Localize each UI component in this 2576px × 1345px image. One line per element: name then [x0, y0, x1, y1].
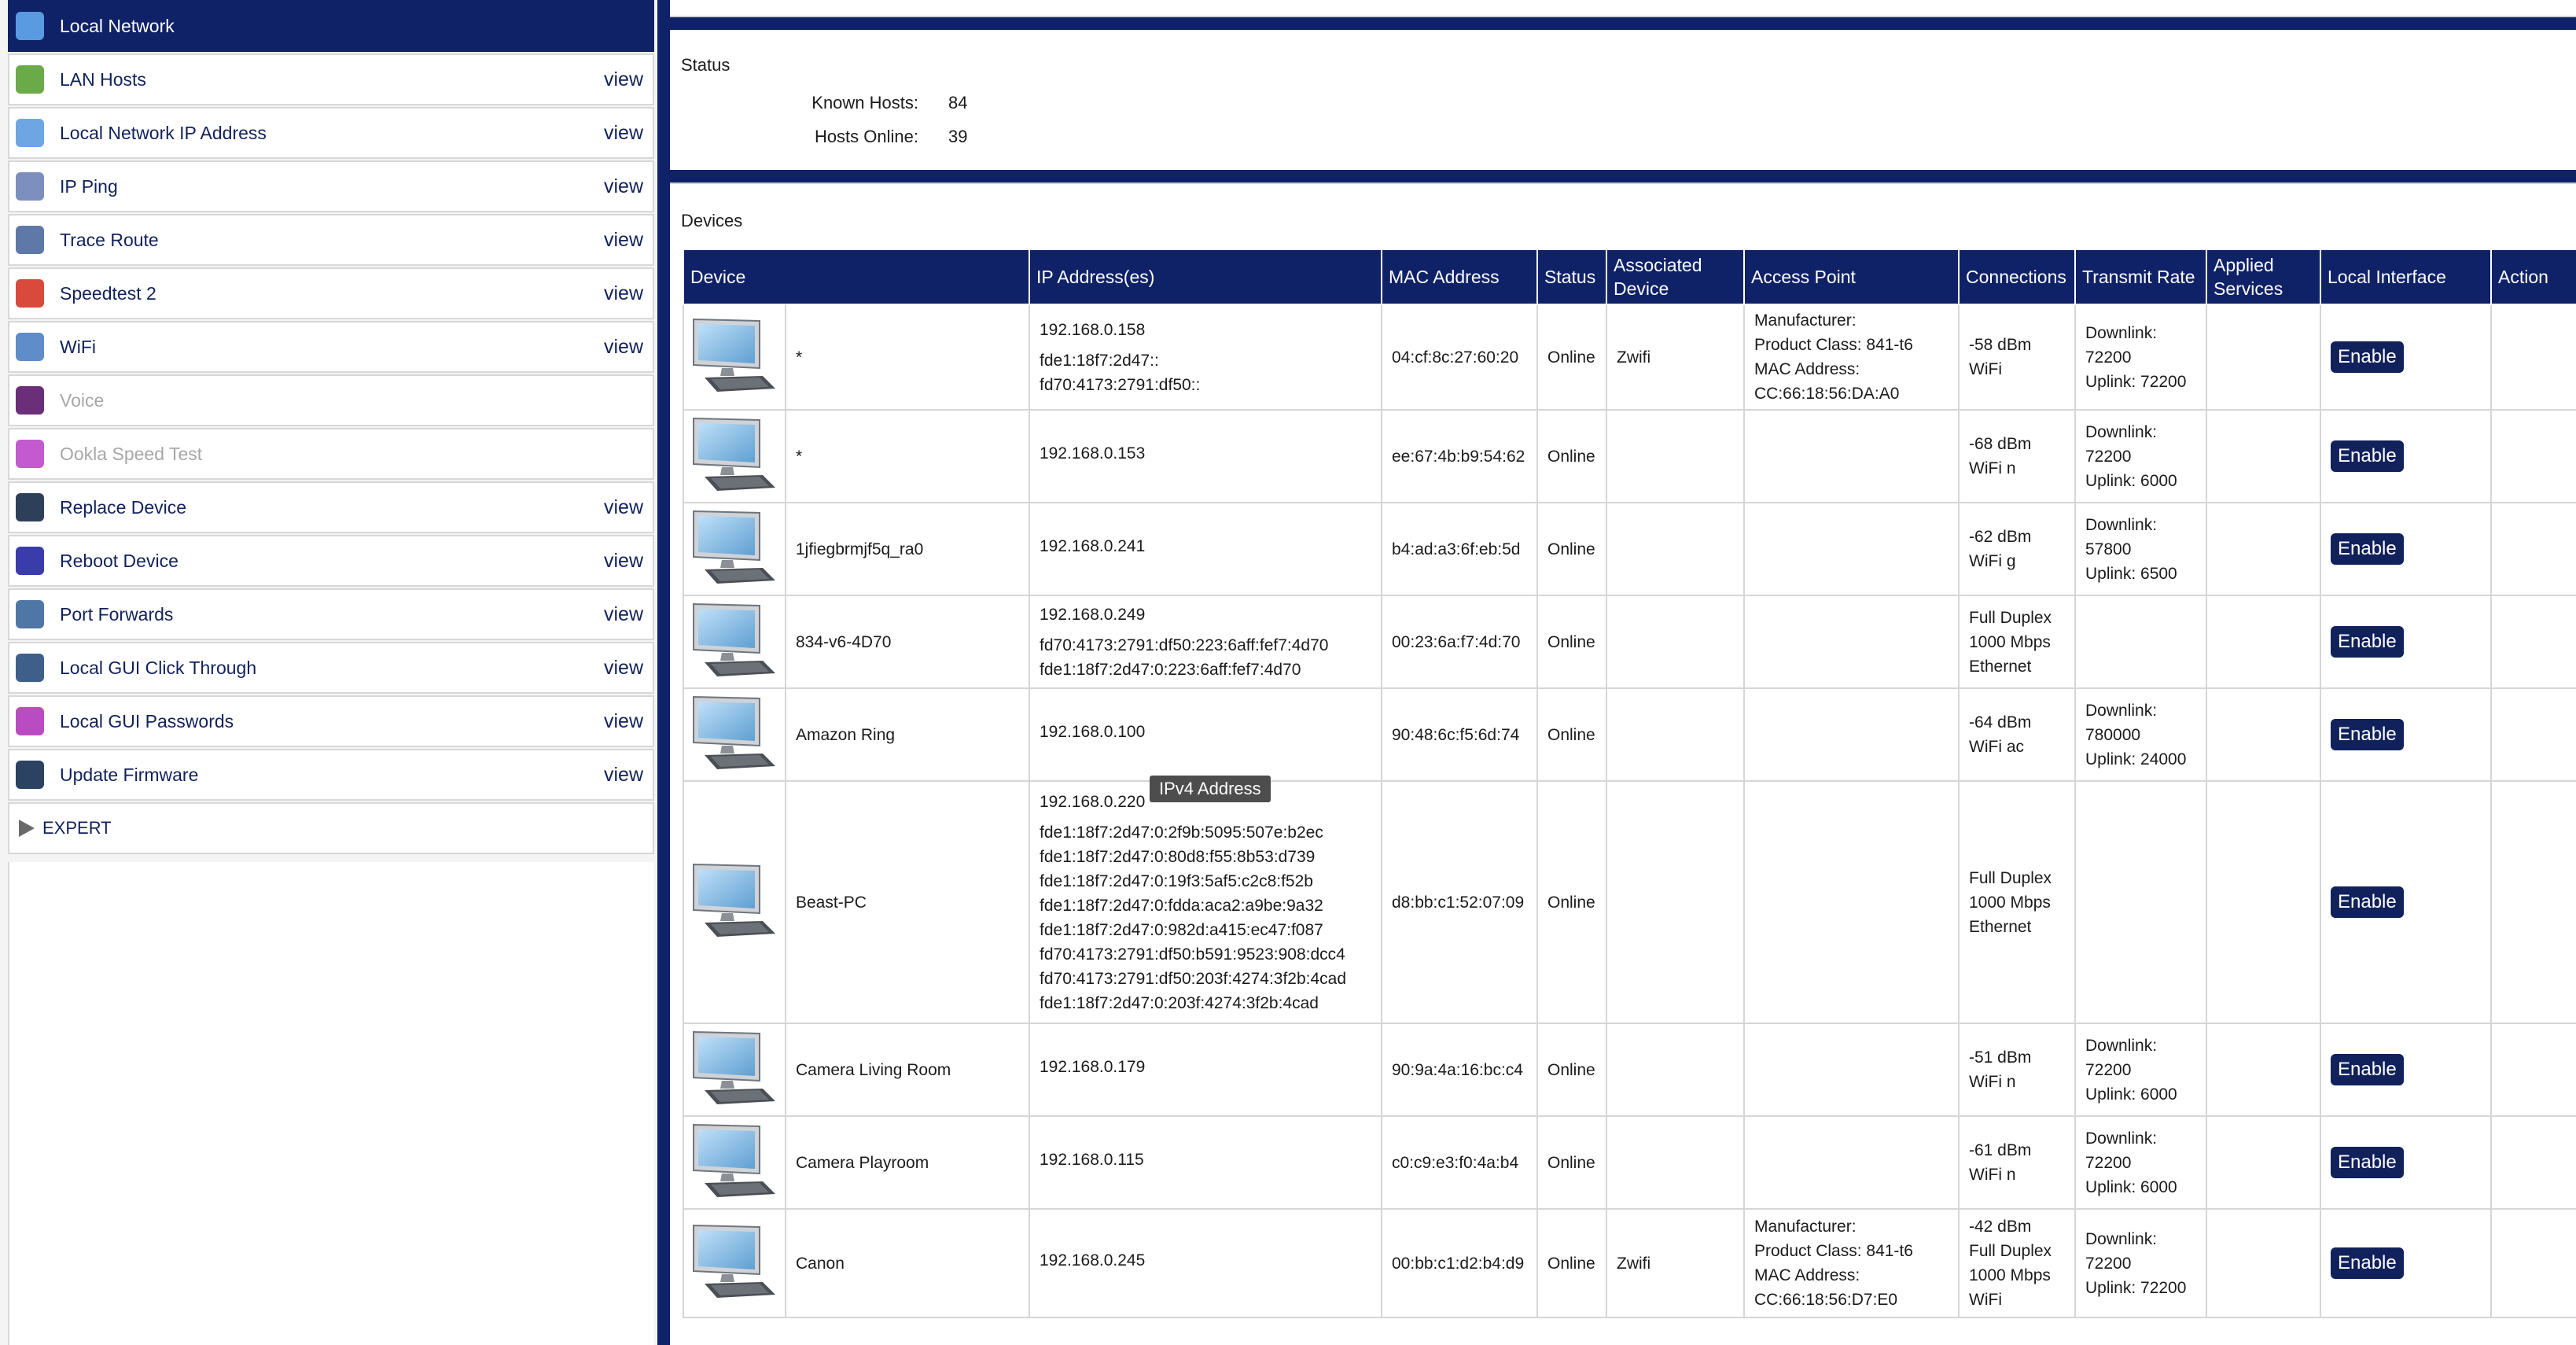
- enable-button[interactable]: Enable: [2331, 440, 2404, 472]
- applied-services: [2206, 688, 2320, 781]
- connection-line: 1000 Mbps: [1969, 893, 2051, 912]
- transmit-line: 57800: [2085, 540, 2132, 558]
- speedtest-2-icon: [16, 279, 44, 308]
- update-firmware-icon: [16, 761, 44, 789]
- ip-addresses: [1029, 1023, 1382, 1116]
- column-header-access-point: Access Point: [1744, 249, 1959, 304]
- access-point-line: CC:66:18:56:DA:A0: [1754, 385, 1900, 403]
- sidebar-menu: [8, 0, 654, 854]
- action-cell: [2491, 304, 2576, 410]
- action-cell: [2491, 688, 2576, 781]
- enable-button[interactable]: Enable: [2331, 1247, 2404, 1279]
- voice-icon: [16, 386, 44, 415]
- sidebar-item-ookla-speed-test: [8, 428, 654, 480]
- table-row: [683, 781, 2576, 1023]
- local-gui-click-through-icon: [16, 654, 44, 682]
- transmit-line: 72200: [2085, 348, 2132, 367]
- transmit-rate: [2075, 688, 2206, 781]
- section-divider: [670, 170, 2576, 182]
- access-point: [1744, 1023, 1959, 1116]
- ip-addresses: [1029, 304, 1382, 410]
- column-header-action: Action: [2491, 249, 2576, 304]
- ipv6-address: fde1:18f7:2d47:0:2f9b:5095:507e:b2ec: [1040, 823, 1323, 842]
- connections: [1959, 410, 2075, 503]
- connection-line: -62 dBm: [1969, 528, 2032, 546]
- transmit-line: Uplink: 72200: [2085, 1278, 2187, 1297]
- applied-services: [2206, 781, 2320, 1023]
- sidebar-item-local-network-ip-address[interactable]: [8, 107, 654, 159]
- section-divider: [670, 17, 2576, 30]
- sidebar-item-reboot-device[interactable]: [8, 535, 654, 587]
- access-point-line: Manufacturer:: [1754, 311, 1857, 330]
- device-name: *: [786, 410, 1029, 503]
- known-hosts-label: Known Hosts:: [811, 93, 918, 112]
- ip-addresses: [1029, 781, 1382, 1023]
- associated-device: [1606, 688, 1744, 781]
- column-header-associated-device: Associated Device: [1606, 249, 1744, 304]
- access-point: [1744, 1116, 1959, 1209]
- device-name: Camera Playroom: [786, 1116, 1029, 1209]
- connection-line: -58 dBm: [1969, 336, 2032, 354]
- device-thumbnail: [683, 1116, 786, 1209]
- table-row: [683, 1209, 2576, 1317]
- status-value: Online: [1537, 688, 1606, 781]
- local-interface: [2320, 503, 2491, 595]
- transmit-rate: [2075, 1116, 2206, 1209]
- sidebar-item-label: Local GUI Passwords: [60, 710, 234, 731]
- sidebar-item-voice: [8, 374, 654, 426]
- action-cell: [2491, 1116, 2576, 1209]
- action-cell: [2491, 503, 2576, 595]
- transmit-line: Downlink:: [2085, 422, 2158, 441]
- lan-hosts-icon: [16, 65, 44, 94]
- known-hosts-value: 84: [948, 93, 968, 112]
- transmit-rate: [2075, 503, 2206, 595]
- connection-line: WiFi n: [1969, 459, 2016, 477]
- expand-triangle-icon: [19, 820, 35, 837]
- device-name: Canon: [786, 1209, 1029, 1317]
- ipv6-address: fde1:18f7:2d47:0:982d:a415:ec47:f087: [1040, 920, 1323, 939]
- status-title: Status: [681, 55, 730, 75]
- expert-label: EXPERT: [42, 818, 112, 838]
- sidebar-item-label: Reboot Device: [60, 550, 178, 571]
- local-interface: [2320, 1023, 2491, 1116]
- device-thumbnail: [683, 1209, 786, 1317]
- transmit-rate: [2075, 781, 2206, 1023]
- transmit-line: Downlink:: [2085, 701, 2158, 720]
- connection-line: Full Duplex: [1969, 608, 2052, 627]
- sidebar-item-replace-device[interactable]: [8, 481, 654, 533]
- enable-button[interactable]: Enable: [2331, 341, 2404, 373]
- connections: [1959, 1209, 2075, 1317]
- computer-icon: [687, 926, 780, 944]
- ip-tooltip: IPv4 Address: [1150, 776, 1271, 802]
- column-header-mac-address: MAC Address: [1382, 249, 1537, 304]
- column-header-connections: Connections: [1959, 249, 2075, 304]
- sidebar-item-wifi[interactable]: [8, 321, 654, 373]
- status-value: Online: [1537, 595, 1606, 688]
- computer-icon: [687, 381, 780, 399]
- ipv6-address: fde1:18f7:2d47:0:fdda:aca2:a9be:9a32: [1040, 896, 1323, 915]
- device-name: 1jfiegbrmjf5q_ra0: [786, 503, 1029, 595]
- mac-address: 90:48:6c:f5:6d:74: [1382, 688, 1537, 781]
- transmit-rate: [2075, 304, 2206, 410]
- enable-button[interactable]: Enable: [2331, 719, 2404, 750]
- associated-device: [1606, 781, 1744, 1023]
- device-thumbnail: [683, 304, 786, 410]
- ipv4-address: 192.168.0.158: [1040, 320, 1146, 339]
- associated-device: [1606, 410, 1744, 503]
- sidebar-item-speedtest-2[interactable]: [8, 267, 654, 319]
- sidebar-expert-toggle[interactable]: [8, 802, 654, 854]
- associated-device: [1606, 1116, 1744, 1209]
- transmit-line: Downlink:: [2085, 515, 2158, 534]
- connection-line: 1000 Mbps: [1969, 1266, 2051, 1284]
- sidebar-item-port-forwards[interactable]: [8, 588, 654, 640]
- trace-route-icon: [16, 226, 44, 254]
- connections: [1959, 304, 2075, 410]
- view-link[interactable]: view: [603, 68, 643, 90]
- sidebar-item-update-firmware[interactable]: [8, 749, 654, 801]
- sidebar-item-local-network[interactable]: [8, 0, 654, 52]
- access-point-line: Product Class: 841-t6: [1754, 1242, 1913, 1260]
- ip-addresses: [1029, 503, 1382, 595]
- view-link[interactable]: view: [603, 549, 643, 572]
- access-point: [1744, 781, 1959, 1023]
- status-value: Online: [1537, 1209, 1606, 1317]
- connection-line: -68 dBm: [1969, 435, 2032, 453]
- view-link[interactable]: view: [603, 496, 643, 518]
- action-cell: [2491, 781, 2576, 1023]
- replace-device-icon: [16, 493, 44, 521]
- associated-device: Zwifi: [1606, 304, 1744, 410]
- transmit-line: Uplink: 6000: [2085, 1177, 2177, 1196]
- ipv6-address: fd70:4173:2791:df50:203f:4274:3f2b:4cad: [1040, 969, 1347, 988]
- sidebar-item-lan-hosts[interactable]: [8, 53, 654, 105]
- local-interface: [2320, 595, 2491, 688]
- sidebar-item-label: Port Forwards: [60, 603, 174, 625]
- associated-device: [1606, 1023, 1744, 1116]
- column-header-applied-services: Applied Services: [2206, 249, 2320, 304]
- action-cell: [2491, 595, 2576, 688]
- sidebar: [0, 0, 657, 1345]
- top-panel-edge: [670, 0, 2576, 17]
- ip-addresses: [1029, 688, 1382, 781]
- sidebar-item-label: Update Firmware: [60, 764, 199, 785]
- associated-device: Zwifi: [1606, 1209, 1744, 1317]
- connection-line: Ethernet: [1969, 657, 2032, 676]
- local-interface: [2320, 781, 2491, 1023]
- computer-icon: [687, 665, 780, 684]
- connection-line: WiFi ac: [1969, 738, 2024, 756]
- status-value: Online: [1537, 503, 1606, 595]
- ookla-speed-test-icon: [16, 440, 44, 468]
- table-row: [683, 1116, 2576, 1209]
- ipv6-address: fde1:18f7:2d47:0:19f3:5af5:c2c8:f52b: [1040, 871, 1313, 890]
- access-point: [1744, 503, 1959, 595]
- computer-icon: [687, 480, 780, 498]
- ip-addresses: [1029, 1116, 1382, 1209]
- connection-line: -61 dBm: [1969, 1141, 2032, 1159]
- mac-address: 90:9a:4a:16:bc:c4: [1382, 1023, 1537, 1116]
- connections: [1959, 595, 2075, 688]
- ipv4-address: 192.168.0.100: [1040, 722, 1146, 741]
- status-value: Online: [1537, 304, 1606, 410]
- table-row: [683, 688, 2576, 781]
- access-point-line: CC:66:18:56:D7:E0: [1754, 1291, 1898, 1309]
- applied-services: [2206, 1116, 2320, 1209]
- ipv6-address: fde1:18f7:2d47::: [1040, 351, 1159, 370]
- connection-line: -64 dBm: [1969, 713, 2032, 731]
- enable-button[interactable]: Enable: [2331, 1054, 2404, 1085]
- main-left-border: [657, 0, 670, 1345]
- device-name: 834-v6-4D70: [786, 595, 1029, 688]
- sidebar-item-label: WiFi: [60, 336, 96, 357]
- transmit-rate: [2075, 1209, 2206, 1317]
- mac-address: 00:23:6a:f7:4d:70: [1382, 595, 1537, 688]
- local-interface: [2320, 304, 2491, 410]
- computer-icon: [687, 758, 780, 776]
- ipv4-address: 192.168.0.249: [1040, 605, 1146, 624]
- column-header-status: Status: [1537, 249, 1606, 304]
- connection-line: 1000 Mbps: [1969, 632, 2051, 651]
- device-thumbnail: [683, 781, 786, 1023]
- mac-address: d8:bb:c1:52:07:09: [1382, 781, 1537, 1023]
- connections: [1959, 503, 2075, 595]
- enable-button[interactable]: Enable: [2331, 1147, 2404, 1178]
- view-link[interactable]: view: [603, 709, 643, 732]
- ip-ping-icon: [16, 172, 44, 201]
- applied-services: [2206, 1209, 2320, 1317]
- table-header-row: [683, 249, 2576, 304]
- device-thumbnail: [683, 1023, 786, 1116]
- sidebar-item-label: Local GUI Click Through: [60, 657, 257, 678]
- connections: [1959, 688, 2075, 781]
- table-row: [683, 595, 2576, 688]
- ipv6-address: fde1:18f7:2d47:0:203f:4274:3f2b:4cad: [1040, 993, 1319, 1012]
- view-link[interactable]: view: [603, 763, 643, 786]
- transmit-line: Uplink: 6000: [2085, 471, 2177, 490]
- status-value: Online: [1537, 1023, 1606, 1116]
- connection-line: Full Duplex: [1969, 1242, 2052, 1260]
- devices-title: Devices: [681, 211, 743, 230]
- mac-address: ee:67:4b:b9:54:62: [1382, 410, 1537, 503]
- transmit-line: 780000: [2085, 725, 2141, 744]
- local-interface: [2320, 1116, 2491, 1209]
- action-cell: [2491, 1023, 2576, 1116]
- ipv6-address: fd70:4173:2791:df50:223:6aff:fef7:4d70: [1040, 636, 1329, 654]
- connection-line: WiFi: [1969, 1291, 2002, 1309]
- transmit-rate: [2075, 1023, 2206, 1116]
- view-link[interactable]: view: [603, 175, 643, 197]
- sidebar-item-label: Local Network: [60, 15, 175, 36]
- sidebar-item-label: Ookla Speed Test: [60, 443, 203, 464]
- connection-line: WiFi: [1969, 360, 2002, 378]
- ipv4-address: 192.168.0.115: [1040, 1150, 1144, 1169]
- enable-button[interactable]: Enable: [2331, 626, 2404, 658]
- transmit-line: Downlink:: [2085, 323, 2158, 342]
- sidebar-item-label: Trace Route: [60, 229, 159, 250]
- status-value: Online: [1537, 410, 1606, 503]
- connections: [1959, 1023, 2075, 1116]
- device-name: Camera Living Room: [786, 1023, 1029, 1116]
- access-point: [1744, 410, 1959, 503]
- device-thumbnail: [683, 503, 786, 595]
- sidebar-item-ip-ping[interactable]: [8, 160, 654, 212]
- access-point: [1744, 688, 1959, 781]
- connections: [1959, 1116, 2075, 1209]
- devices-table: [683, 249, 2576, 1318]
- status-value: Online: [1537, 1116, 1606, 1209]
- ipv4-address: 192.168.0.241: [1040, 536, 1146, 555]
- view-link[interactable]: view: [603, 228, 643, 251]
- hosts-online-label: Hosts Online:: [814, 127, 918, 146]
- transmit-line: Uplink: 6000: [2085, 1085, 2177, 1104]
- column-header-transmit-rate: Transmit Rate: [2075, 249, 2206, 304]
- local-network-icon: [16, 12, 44, 40]
- connection-line: WiFi n: [1969, 1073, 2016, 1091]
- ipv4-address: 192.168.0.179: [1040, 1057, 1146, 1076]
- device-thumbnail: [683, 688, 786, 781]
- access-point-line: Manufacturer:: [1754, 1218, 1857, 1236]
- ipv6-address: fde1:18f7:2d47:0:80d8:f55:8b53:d739: [1040, 847, 1316, 866]
- column-header-ip-address-es: IP Address(es): [1029, 249, 1382, 304]
- device-thumbnail: [683, 595, 786, 688]
- port-forwards-icon: [16, 600, 44, 628]
- computer-icon: [687, 1287, 780, 1305]
- access-point-line: Product Class: 841-t6: [1754, 336, 1913, 354]
- transmit-line: Downlink:: [2085, 1229, 2158, 1248]
- transmit-rate: [2075, 595, 2206, 688]
- applied-services: [2206, 410, 2320, 503]
- local-gui-passwords-icon: [16, 707, 44, 735]
- device-thumbnail: [683, 410, 786, 503]
- connection-line: -42 dBm: [1969, 1218, 2032, 1236]
- transmit-line: Uplink: 6500: [2085, 564, 2177, 583]
- view-link[interactable]: view: [603, 602, 643, 625]
- enable-button[interactable]: Enable: [2331, 533, 2404, 565]
- connection-line: -51 dBm: [1969, 1048, 2032, 1067]
- applied-services: [2206, 595, 2320, 688]
- enable-button[interactable]: Enable: [2331, 886, 2404, 918]
- ip-addresses: [1029, 595, 1382, 688]
- access-point: [1744, 1209, 1959, 1317]
- view-link[interactable]: view: [603, 121, 643, 144]
- reboot-device-icon: [16, 547, 44, 575]
- sidebar-item-local-gui-passwords[interactable]: [8, 695, 654, 747]
- applied-services: [2206, 1023, 2320, 1116]
- column-header-local-interface: Local Interface: [2320, 249, 2491, 304]
- connections: [1959, 781, 2075, 1023]
- ipv6-address: fde1:18f7:2d47:0:223:6aff:fef7:4d70: [1040, 660, 1301, 679]
- access-point: [1744, 595, 1959, 688]
- action-cell: [2491, 1209, 2576, 1317]
- sidebar-item-trace-route[interactable]: [8, 214, 654, 266]
- local-interface: [2320, 410, 2491, 503]
- sidebar-item-label: IP Ping: [60, 175, 118, 197]
- main-content: [670, 0, 2576, 1345]
- associated-device: [1606, 595, 1744, 688]
- hosts-online-value: 39: [948, 127, 968, 146]
- local-interface: [2320, 688, 2491, 781]
- mac-address: 04:cf:8c:27:60:20: [1382, 304, 1537, 410]
- connection-line: WiFi g: [1969, 552, 2016, 570]
- ip-addresses: [1029, 1209, 1382, 1317]
- view-link[interactable]: view: [603, 335, 643, 358]
- transmit-line: 72200: [2085, 447, 2132, 466]
- table-row: [683, 304, 2576, 410]
- ipv4-address: 192.168.0.245: [1040, 1251, 1146, 1269]
- access-point: [1744, 304, 1959, 410]
- table-row: [683, 1023, 2576, 1116]
- ipv6-address: fd70:4173:2791:df50:b591:9523:908:dcc4: [1040, 945, 1345, 964]
- computer-icon: [687, 1186, 780, 1204]
- transmit-line: Uplink: 24000: [2085, 750, 2187, 768]
- sidebar-item-label: LAN Hosts: [60, 68, 146, 90]
- local-interface: [2320, 1209, 2491, 1317]
- transmit-line: Downlink:: [2085, 1129, 2158, 1148]
- table-row: [683, 410, 2576, 503]
- connection-line: WiFi n: [1969, 1166, 2016, 1184]
- ip-addresses: [1029, 410, 1382, 503]
- table-row: [683, 503, 2576, 595]
- status-value: Online: [1537, 781, 1606, 1023]
- sidebar-empty-area: [8, 862, 654, 1345]
- view-link[interactable]: view: [603, 282, 643, 304]
- view-link[interactable]: view: [603, 656, 643, 679]
- access-point-line: MAC Address:: [1754, 360, 1860, 378]
- mac-address: 00:bb:c1:d2:b4:d9: [1382, 1209, 1537, 1317]
- sidebar-item-label: Voice: [60, 389, 105, 411]
- device-name: Amazon Ring: [786, 688, 1029, 781]
- action-cell: [2491, 410, 2576, 503]
- transmit-line: 72200: [2085, 1153, 2132, 1172]
- sidebar-item-label: Speedtest 2: [60, 282, 156, 304]
- device-name: Beast-PC: [786, 781, 1029, 1023]
- connection-line: Full Duplex: [1969, 868, 2052, 887]
- computer-icon: [687, 1093, 780, 1111]
- local-network-ip-address-icon: [16, 119, 44, 147]
- transmit-line: Downlink:: [2085, 1036, 2158, 1055]
- transmit-line: 72200: [2085, 1254, 2132, 1273]
- device-name: *: [786, 304, 1029, 410]
- transmit-line: 72200: [2085, 1060, 2132, 1079]
- ipv4-address: 192.168.0.220: [1040, 792, 1146, 811]
- access-point-line: MAC Address:: [1754, 1266, 1860, 1284]
- associated-device: [1606, 503, 1744, 595]
- ipv6-address: fd70:4173:2791:df50::: [1040, 375, 1201, 394]
- transmit-rate: [2075, 410, 2206, 503]
- mac-address: c0:c9:e3:f0:4a:b4: [1382, 1116, 1537, 1209]
- transmit-line: Uplink: 72200: [2085, 372, 2187, 391]
- section-edge: [670, 182, 2576, 184]
- applied-services: [2206, 503, 2320, 595]
- sidebar-item-local-gui-click-through[interactable]: [8, 642, 654, 694]
- column-header-device: Device: [683, 249, 1029, 304]
- sidebar-item-label: Replace Device: [60, 496, 187, 518]
- wifi-icon: [16, 333, 44, 361]
- ipv4-address: 192.168.0.153: [1040, 444, 1146, 462]
- sidebar-item-label: Local Network IP Address: [60, 122, 267, 143]
- connection-line: Ethernet: [1969, 917, 2032, 936]
- computer-icon: [687, 573, 780, 591]
- applied-services: [2206, 304, 2320, 410]
- mac-address: b4:ad:a3:6f:eb:5d: [1382, 503, 1537, 595]
